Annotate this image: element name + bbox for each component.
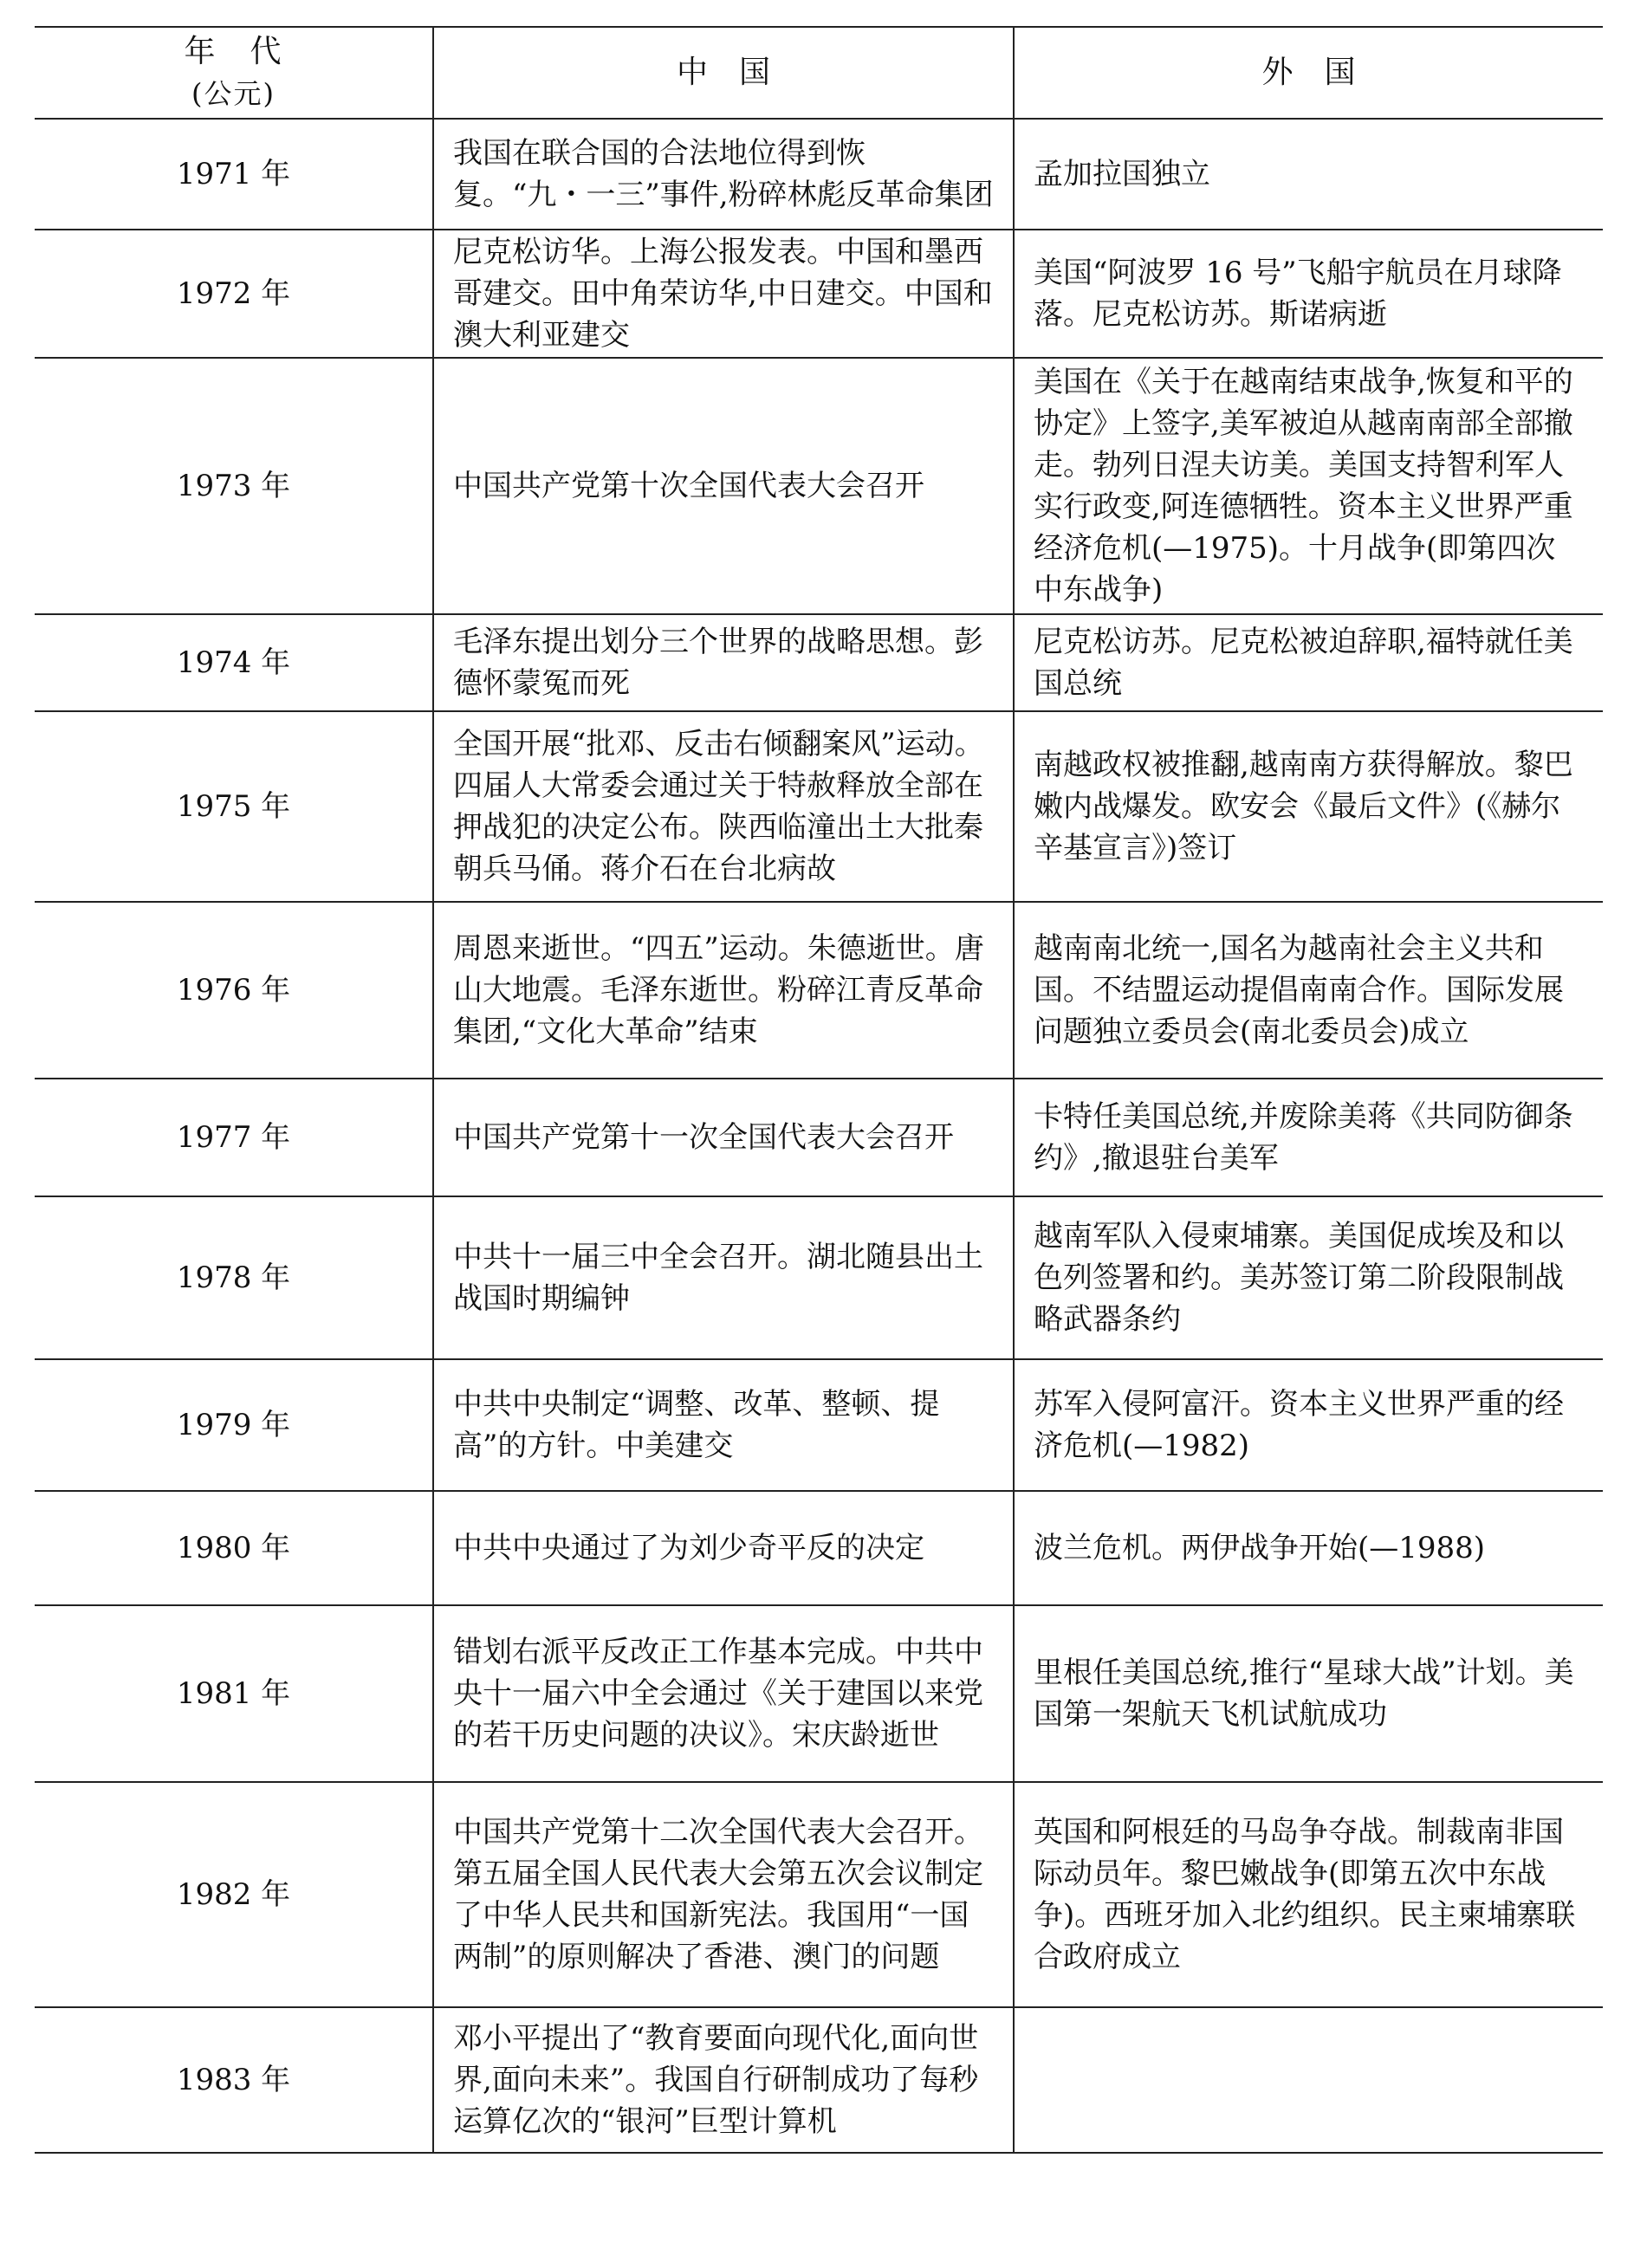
foreign-event-cell: 尼克松访苏。尼克松被迫辞职,福特就任美国总统 (1014, 614, 1603, 711)
china-event-cell: 中国共产党第十一次全国代表大会召开 (433, 1079, 1014, 1196)
foreign-event-cell: 孟加拉国独立 (1014, 119, 1603, 230)
year-cell: 1979 年 (35, 1359, 433, 1491)
foreign-event-cell: 波兰危机。两伊战争开始(—1988) (1014, 1491, 1603, 1605)
china-event-cell: 尼克松访华。上海公报发表。中国和墨西哥建交。田中角荣访华,中日建交。中国和澳大利亚建交 (433, 230, 1014, 358)
header-row (35, 27, 1603, 119)
china-event-cell: 中共中央制定“调整、改革、整顿、提高”的方针。中美建交 (433, 1359, 1014, 1491)
year-cell: 1976 年 (35, 902, 433, 1079)
chronology-table (35, 26, 1603, 2154)
table-row (35, 711, 1603, 902)
year-cell: 1978 年 (35, 1196, 433, 1359)
table-row (35, 1079, 1603, 1196)
table-row (35, 614, 1603, 711)
china-event-cell: 毛泽东提出划分三个世界的战略思想。彭德怀蒙冤而死 (433, 614, 1014, 711)
table-row (35, 1605, 1603, 1782)
header-foreign-label: 外 国 (1261, 55, 1356, 90)
china-event-cell: 错划右派平反改正工作基本完成。中共中央十一届六中全会通过《关于建国以来党的若干历史问题的决议》。宋庆龄逝世 (433, 1605, 1014, 1782)
china-event-cell: 邓小平提出了“教育要面向现代化,面向世界,面向未来”。我国自行研制成功了每秒运算亿次的“银河”巨型计算机 (433, 2007, 1014, 2153)
foreign-event-cell: 里根任美国总统,推行“星球大战”计划。美国第一架航天飞机试航成功 (1014, 1605, 1603, 1782)
china-event-cell: 中国共产党第十次全国代表大会召开 (433, 358, 1014, 614)
table-row (35, 1491, 1603, 1605)
table-row (35, 1196, 1603, 1359)
foreign-event-cell: 苏军入侵阿富汗。资本主义世界严重的经济危机(—1982) (1014, 1359, 1603, 1491)
foreign-event-cell: 美国“阿波罗 16 号”飞船宇航员在月球降落。尼克松访苏。斯诺病逝 (1014, 230, 1603, 358)
china-event-cell: 中共中央通过了为刘少奇平反的决定 (433, 1491, 1014, 1605)
foreign-event-cell: 越南南北统一,国名为越南社会主义共和国。不结盟运动提倡南南合作。国际发展问题独立委员会(南北委员会)成立 (1014, 902, 1603, 1079)
year-cell: 1980 年 (35, 1491, 433, 1605)
table-row (35, 119, 1603, 230)
year-cell: 1972 年 (35, 230, 433, 358)
header-china-cell (433, 27, 1014, 119)
foreign-event-cell (1014, 2007, 1603, 2153)
year-cell: 1973 年 (35, 358, 433, 614)
table-row (35, 230, 1603, 358)
table-body (35, 119, 1603, 2153)
table-row (35, 358, 1603, 614)
china-event-cell: 中共十一届三中全会召开。湖北随县出土战国时期编钟 (433, 1196, 1014, 1359)
foreign-event-cell: 美国在《关于在越南结束战争,恢复和平的协定》上签字,美军被迫从越南南部全部撤走。勃列日涅夫访美。美国支持智利军人实行政变,阿连德牺牲。资本主义世界严重经济危机(—1975)。十月战争(即第四次中东战争) (1014, 358, 1603, 614)
table-row (35, 902, 1603, 1079)
foreign-event-cell: 南越政权被推翻,越南南方获得解放。黎巴嫩内战爆发。欧安会《最后文件》(《赫尔辛基宣言》)签订 (1014, 711, 1603, 902)
year-cell: 1975 年 (35, 711, 433, 902)
china-event-cell: 我国在联合国的合法地位得到恢复。“九・一三”事件,粉碎林彪反革命集团 (433, 119, 1014, 230)
header-year-label: 年 代 (184, 34, 283, 69)
header-year-sublabel: (公元) (191, 77, 276, 110)
foreign-event-cell: 越南军队入侵柬埔寨。美国促成埃及和以色列签署和约。美苏签订第二阶段限制战略武器条约 (1014, 1196, 1603, 1359)
foreign-event-cell: 英国和阿根廷的马岛争夺战。制裁南非国际动员年。黎巴嫩战争(即第五次中东战争)。西班牙加入北约组织。民主柬埔寨联合政府成立 (1014, 1782, 1603, 2007)
table-row (35, 1359, 1603, 1491)
year-cell: 1974 年 (35, 614, 433, 711)
table-row (35, 2007, 1603, 2153)
year-cell: 1983 年 (35, 2007, 433, 2153)
china-event-cell: 周恩来逝世。“四五”运动。朱德逝世。唐山大地震。毛泽东逝世。粉碎江青反革命集团,“文化大革命”结束 (433, 902, 1014, 1079)
table-row (35, 1782, 1603, 2007)
header-foreign-cell (1014, 27, 1603, 119)
table-header (35, 27, 1603, 119)
year-cell: 1982 年 (35, 1782, 433, 2007)
foreign-event-cell: 卡特任美国总统,并废除美蒋《共同防御条约》,撤退驻台美军 (1014, 1079, 1603, 1196)
year-cell: 1977 年 (35, 1079, 433, 1196)
year-cell: 1971 年 (35, 119, 433, 230)
header-china-label: 中 国 (676, 55, 770, 90)
year-cell: 1981 年 (35, 1605, 433, 1782)
china-event-cell: 全国开展“批邓、反击右倾翻案风”运动。四届人大常委会通过关于特赦释放全部在押战犯的决定公布。陕西临潼出土大批秦朝兵马俑。蒋介石在台北病故 (433, 711, 1014, 902)
header-year-cell (35, 27, 433, 119)
china-event-cell: 中国共产党第十二次全国代表大会召开。第五届全国人民代表大会第五次会议制定了中华人民共和国新宪法。我国用“一国两制”的原则解决了香港、澳门的问题 (433, 1782, 1014, 2007)
